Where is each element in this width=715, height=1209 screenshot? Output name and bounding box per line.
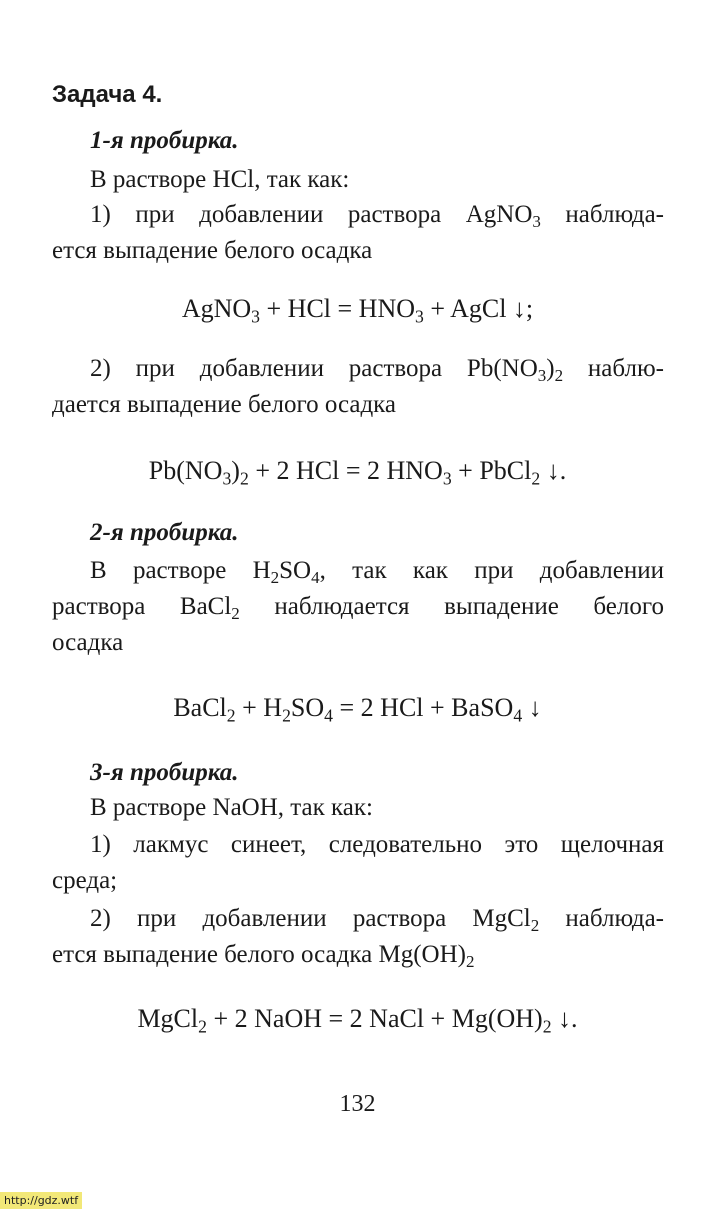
tube3-heading: 3-я пробирка.: [90, 759, 239, 786]
tube3-item1-line1: 1) лакмус синеет, следовательно это щелочная: [90, 831, 664, 858]
tube3-item2-line2: ется выпадение белого осадка $Mg(OH)_2$: [52, 941, 475, 972]
tube3-item2-line1: 2) при добавлении раствора MgCl$_2$ наблюда-: [90, 905, 664, 936]
watermark-link[interactable]: http://gdz.wtf: [0, 1192, 82, 1209]
task-title: Задача 4.: [52, 81, 163, 108]
tube1-intro: В растворе HCl, так как:: [90, 166, 350, 193]
tube2-line2: раствора BaCl$_2$ наблюдается выпадение белого: [52, 593, 664, 624]
tube1-item2-line2: дается выпадение белого осадка: [52, 391, 397, 418]
tube2-line1: В растворе $H_2SO_4$, так как при добавлении: [90, 557, 664, 588]
tube2-heading: 2-я пробирка.: [90, 519, 239, 546]
equation-4: MgCl$_2$ + 2 NaOH = 2 NaCl + $Mg(OH)_2$ ↓.: [137, 1004, 578, 1037]
page-number: 132: [339, 1091, 376, 1117]
equation-3: BaCl$_2$ + $H_2SO_4 = 2$ HCl + BaSO$_4$ ↓: [173, 693, 542, 726]
equation-1: AgNO$_3$ + HCl = $HNO_3$ + AgCl ↓;: [181, 294, 534, 327]
equation-2: $Pb(NO_3)_2 + 2$ HCl = 2 $HNO_3$ + PbCl$_2$ ↓.: [148, 456, 567, 489]
tube1-item1-line2: ется выпадение белого осадка: [52, 237, 373, 264]
tube1-heading: 1-я пробирка.: [90, 127, 239, 154]
tube1-item2-line1: 2) при добавлении раствора $Pb(NO_3)_2$ наблю-: [90, 355, 664, 386]
tube3-item1-line2: среда;: [52, 867, 118, 894]
tube3-intro: В растворе NaOH, так как:: [90, 794, 373, 821]
tube2-line3: осадка: [52, 629, 124, 656]
tube1-item1-line1: 1) при добавлении раствора AgNO$_3$ наблюда-: [90, 201, 664, 232]
